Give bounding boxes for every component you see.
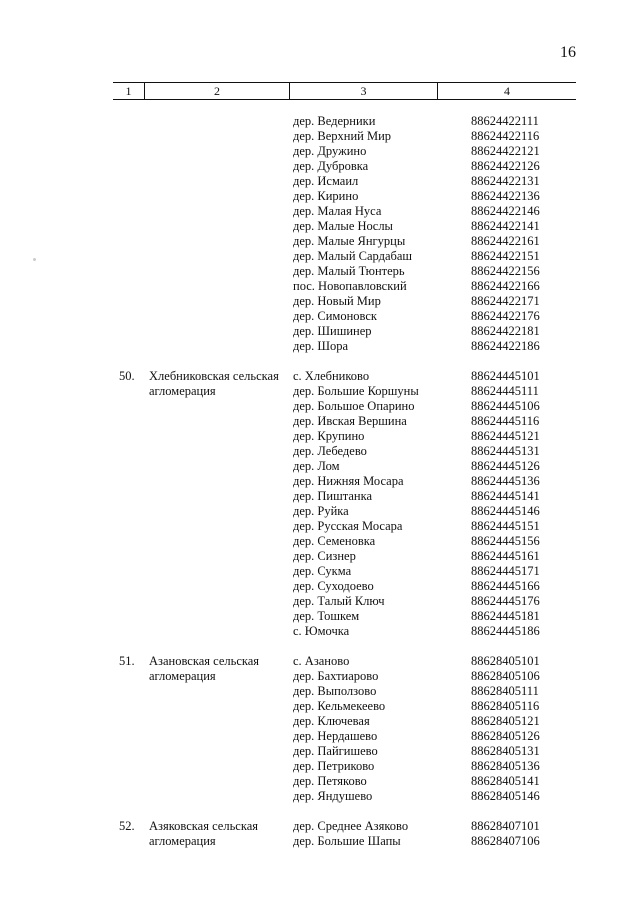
table-row (0, 534, 639, 549)
settlement-name: дер. Шора (293, 339, 349, 353)
table-group (0, 114, 639, 354)
settlement-name: дер. Сукма (293, 564, 352, 578)
table-row (0, 834, 639, 849)
table-row (0, 114, 639, 129)
table-row (0, 759, 639, 774)
table-row (0, 264, 639, 279)
settlement-name: дер. Ведерники (293, 114, 376, 128)
settlement-name: дер. Лом (293, 459, 340, 473)
group-number: 52. (119, 819, 135, 833)
header-col-3: 3 (290, 83, 438, 99)
oktmo-code: 88624445151 (471, 519, 540, 533)
table-row (0, 594, 639, 609)
settlement-name: дер. Тошкем (293, 609, 360, 623)
settlement-name: дер. Талый Ключ (293, 594, 385, 608)
table-body (0, 114, 639, 849)
oktmo-code: 88624445186 (471, 624, 540, 638)
table-row (0, 549, 639, 564)
table-group (0, 654, 639, 804)
table-row (0, 309, 639, 324)
oktmo-code: 88624422166 (471, 279, 540, 293)
group-number: 51. (119, 654, 135, 668)
settlement-name: дер. Малый Сардабаш (293, 249, 413, 263)
settlement-name: дер. Петриково (293, 759, 375, 773)
page-number: 16 (560, 44, 576, 61)
table-row (0, 204, 639, 219)
oktmo-code: 88624445176 (471, 594, 540, 608)
oktmo-code: 88624445141 (471, 489, 540, 503)
oktmo-code: 88624422131 (471, 174, 540, 188)
oktmo-code: 88624445136 (471, 474, 540, 488)
group-name: Хлебниковская сельская агломерация (149, 369, 279, 398)
table-row (0, 519, 639, 534)
oktmo-code: 88624422146 (471, 204, 540, 218)
settlement-name: дер. Выползово (293, 684, 377, 698)
settlement-name: дер. Пиштанка (293, 489, 373, 503)
table-row (0, 789, 639, 804)
settlement-name: дер. Кельмекеево (293, 699, 386, 713)
oktmo-code: 88624422186 (471, 339, 540, 353)
oktmo-code: 88624445146 (471, 504, 540, 518)
oktmo-code: 88624422176 (471, 309, 540, 323)
oktmo-code: 88628407101 (471, 819, 540, 833)
settlement-name: дер. Исмаил (293, 174, 359, 188)
table-row (0, 504, 639, 519)
table-row (0, 249, 639, 264)
table-row (0, 384, 639, 399)
table-group (0, 819, 639, 849)
oktmo-code: 88624422121 (471, 144, 540, 158)
table-row (0, 564, 639, 579)
oktmo-code: 88624422116 (471, 129, 540, 143)
oktmo-code: 88624445121 (471, 429, 540, 443)
settlement-name: с. Хлебниково (293, 369, 370, 383)
table-row (0, 324, 639, 339)
group-name: Азяковская сельская агломерация (149, 819, 259, 848)
settlement-name: дер. Крупино (293, 429, 365, 443)
oktmo-code: 88624445116 (471, 414, 540, 428)
oktmo-code: 88624422111 (471, 114, 539, 128)
table-row (0, 699, 639, 714)
oktmo-code: 88624422141 (471, 219, 540, 233)
settlement-name: дер. Руйка (293, 504, 349, 518)
settlement-name: дер. Лебедево (293, 444, 367, 458)
table-row (0, 459, 639, 474)
header-col-1: 1 (113, 83, 145, 99)
settlement-name: дер. Среднее Азяково (293, 819, 409, 833)
table-row (0, 729, 639, 744)
settlement-name: дер. Малый Тюнтерь (293, 264, 405, 278)
table-row (0, 489, 639, 504)
table-row (0, 654, 639, 669)
table-row (0, 279, 639, 294)
oktmo-code: 88628405106 (471, 669, 540, 683)
table-row (0, 399, 639, 414)
table-row (0, 234, 639, 249)
table-row (0, 369, 639, 384)
settlement-name: дер. Большие Шапы (293, 834, 401, 848)
settlement-name: с. Юмочка (293, 624, 350, 638)
table-row (0, 129, 639, 144)
settlement-name: дер. Шишинер (293, 324, 372, 338)
oktmo-code: 88624422126 (471, 159, 540, 173)
settlement-name: пос. Новопавловский (293, 279, 407, 293)
settlement-name: дер. Дружино (293, 144, 367, 158)
table-row (0, 774, 639, 789)
table-row (0, 744, 639, 759)
oktmo-code: 88624422136 (471, 189, 540, 203)
table-row (0, 219, 639, 234)
table-row (0, 714, 639, 729)
settlement-name: дер. Симоновск (293, 309, 377, 323)
settlement-name: дер. Кирино (293, 189, 359, 203)
settlement-name: дер. Бахтиарово (293, 669, 379, 683)
oktmo-code: 88628405111 (471, 684, 539, 698)
settlement-name: дер. Нижняя Мосара (293, 474, 404, 488)
oktmo-code: 88628405131 (471, 744, 540, 758)
oktmo-code: 88624422181 (471, 324, 540, 338)
table-row (0, 669, 639, 684)
table-row (0, 144, 639, 159)
settlement-name: дер. Суходоево (293, 579, 374, 593)
header-col-4: 4 (504, 84, 510, 98)
oktmo-code: 88624422156 (471, 264, 540, 278)
oktmo-code: 88624445166 (471, 579, 540, 593)
table-row (0, 624, 639, 639)
settlement-name: дер. Дубровка (293, 159, 369, 173)
settlement-name: дер. Верхний Мир (293, 129, 392, 143)
settlement-name: дер. Нердашево (293, 729, 378, 743)
table-row (0, 429, 639, 444)
table-group (0, 369, 639, 639)
oktmo-code: 88624445101 (471, 369, 540, 383)
oktmo-code: 88628405116 (471, 699, 540, 713)
settlement-name: дер. Большое Опарино (293, 399, 415, 413)
settlement-name: дер. Сизнер (293, 549, 356, 563)
table-row (0, 444, 639, 459)
oktmo-code: 88624445126 (471, 459, 540, 473)
table-row (0, 414, 639, 429)
table-row (0, 294, 639, 309)
settlement-name: дер. Семеновка (293, 534, 376, 548)
table-row (0, 174, 639, 189)
table-row (0, 339, 639, 354)
oktmo-code: 88624445181 (471, 609, 540, 623)
oktmo-code: 88624445156 (471, 534, 540, 548)
settlement-name: дер. Петяково (293, 774, 367, 788)
table-header (113, 82, 576, 100)
table-row (0, 189, 639, 204)
oktmo-code: 88628405146 (471, 789, 540, 803)
settlement-name: дер. Пайгишево (293, 744, 378, 758)
oktmo-code: 88624445171 (471, 564, 540, 578)
settlement-name: дер. Малая Нуса (293, 204, 382, 218)
table-row (0, 579, 639, 594)
oktmo-code: 88624422151 (471, 249, 540, 263)
oktmo-code: 88624422171 (471, 294, 540, 308)
table-row (0, 474, 639, 489)
settlement-name: с. Азаново (293, 654, 350, 668)
settlement-name: дер. Новый Мир (293, 294, 381, 308)
table-row (0, 609, 639, 624)
oktmo-code: 88624445161 (471, 549, 540, 563)
settlement-name: дер. Малые Ноcлы (293, 219, 393, 233)
oktmo-code: 88628405136 (471, 759, 540, 773)
group-number: 50. (119, 369, 135, 383)
table-row (0, 684, 639, 699)
settlement-name: дер. Большие Коршуны (293, 384, 419, 398)
oktmo-code: 88628407106 (471, 834, 540, 848)
oktmo-code: 88624422161 (471, 234, 540, 248)
settlement-name: дер. Русская Мосара (293, 519, 403, 533)
header-col-2: 2 (145, 83, 290, 99)
settlement-name: дер. Малые Янгурцы (293, 234, 406, 248)
oktmo-code: 88624445131 (471, 444, 540, 458)
oktmo-code: 88628405101 (471, 654, 540, 668)
settlement-name: дер. Ивская Вершина (293, 414, 407, 428)
settlement-name: дер. Ключевая (293, 714, 370, 728)
oktmo-code: 88624445106 (471, 399, 540, 413)
group-name: Азановская сельская агломерация (149, 654, 260, 683)
oktmo-code: 88628405141 (471, 774, 540, 788)
oktmo-code: 88624445111 (471, 384, 539, 398)
table-row (0, 159, 639, 174)
settlement-name: дер. Яндушево (293, 789, 373, 803)
oktmo-code: 88628405121 (471, 714, 540, 728)
table-row (0, 819, 639, 834)
oktmo-code: 88628405126 (471, 729, 540, 743)
